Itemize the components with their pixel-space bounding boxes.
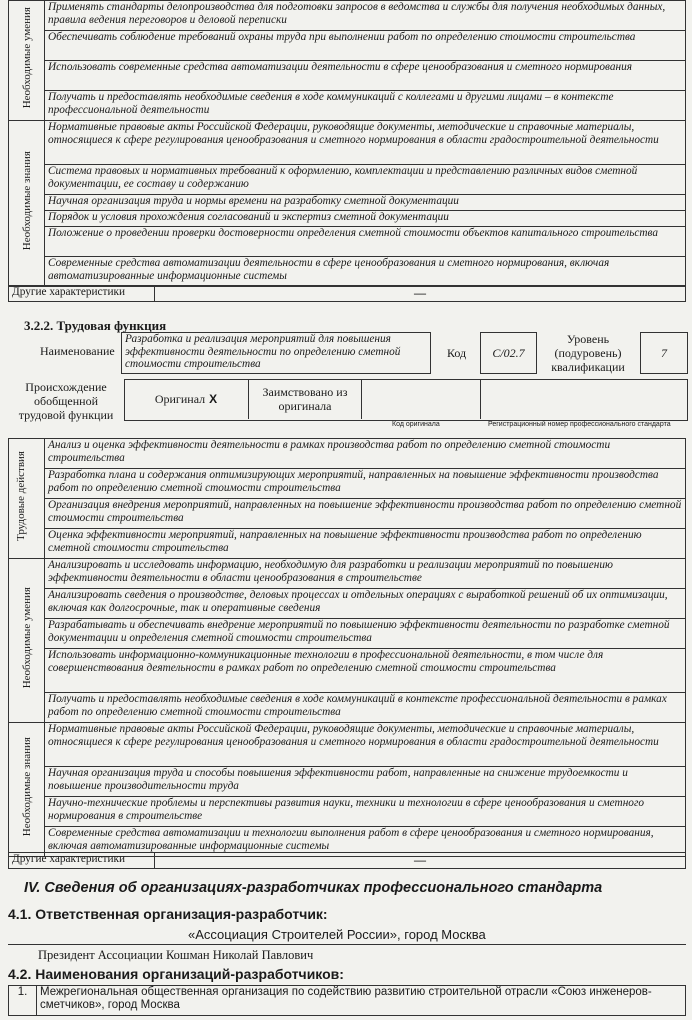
- knowledge-row: Современные средства автоматизации и технологии выполнения работ в сфере ценообразования и сметного нормирования, включая автоматизированные информационные системы: [45, 827, 686, 857]
- skill-row: Использовать информационно-коммуникационные технологии в профессиональной деятельности, в том числе для совершенствования деятельности в рамках работ по определению сметной стоимости строительства: [45, 649, 686, 693]
- knowledge-row: Научная организация труда и нормы времени на разработку сметной документации: [45, 195, 686, 211]
- knowledge-row: Современные средства автоматизации деятельности в сфере ценообразования и сметного нормирования, включая автоматизированные информационные системы: [45, 257, 686, 287]
- function-name-box: Разработка и реализация мероприятий для повышения эффективности деятельности по определению сметной стоимости строительства: [121, 332, 431, 374]
- action-row: Разработка плана и содержания оптимизирующих мероприятий, направленных на повышение эффективности производства работ по определению сметной стоимости строительства: [45, 469, 686, 499]
- bottom-other-row: [8, 852, 686, 869]
- knowledge-group-label: Необходимые знания: [9, 723, 45, 857]
- knowledge-row: Нормативные правовые акты Российской Федерации, руководящие документы, методические и справочные материалы, относящиеся к сфере регулирования ценообразования и сметного нормирования в области градостроительной деятельности: [45, 121, 686, 165]
- original-label: Оригинал: [154, 391, 206, 406]
- other-characteristics-label: Другие характеристики: [9, 286, 155, 302]
- responsible-org-name: «Ассоциация Строителей России», город Москва: [188, 927, 486, 942]
- section-heading: 3.2.2. Трудовая функция: [24, 318, 167, 333]
- other-characteristics-label: Другие характеристики: [9, 853, 155, 869]
- responsible-org-line: [8, 944, 686, 945]
- code-box: С/02.7: [480, 332, 537, 374]
- level-box: 7: [640, 332, 688, 374]
- section-iv-heading: IV. Сведения об организациях-разработчиках профессионального стандарта: [24, 880, 603, 896]
- original-cell: [124, 379, 249, 419]
- origin-label: Происхождение обобщенной трудовой функции: [18, 380, 114, 422]
- knowledge-row: Научная организация труда и способы повышения эффективности работ, направленные на снижение трудоемкости и повышение производительности труда: [45, 767, 686, 797]
- knowledge-row: Положение о проведении проверки достоверности определения сметной стоимости объектов капитального строительства: [45, 227, 686, 257]
- name-label: Наименование: [40, 344, 115, 358]
- action-row: Оценка эффективности мероприятий, направленных на повышение эффективности производства работ по определению сметной стоимости строительства: [45, 529, 686, 559]
- other-characteristics-value: —: [155, 853, 686, 869]
- borrowed-label: Заимствовано из оригинала: [262, 385, 348, 413]
- skill-row: Получать и предоставлять необходимые сведения в ходе коммуникаций с коллегами и другими лицами – в контексте профессиональной деятельности: [45, 91, 686, 121]
- skill-row: Применять стандарты делопроизводства для подготовки запросов в ведомства и службы для получения необходимых данных, правила ведения переговоров и деловой переписки: [45, 1, 686, 31]
- original-mark: X: [209, 392, 218, 406]
- other-characteristics-value: —: [155, 286, 686, 302]
- borrowed-cell: [249, 379, 362, 419]
- top-requirements-table: [8, 0, 686, 287]
- org-name: Межрегиональная общественная организация по содействию развитию строительной отрасли «Союз инженеров-сметчиков», город Москва: [37, 986, 686, 1016]
- skills-group-label: Необходимые умения: [9, 1, 45, 121]
- knowledge-row: Научно-технические проблемы и перспективы развития науки, техники и технологии в сфере ценообразования и сметного нормирования в строительстве: [45, 797, 686, 827]
- code-label: Код: [447, 346, 467, 360]
- level-label: Уровень (подуровень) квалификации: [551, 332, 625, 374]
- knowledge-row: Система правовых и нормативных требований к оформлению, комплектации и представлению различных видов сметной документации, ее составу и содержанию: [45, 165, 686, 195]
- president-line: Президент Ассоциации Кошман Николай Павлович: [38, 948, 314, 962]
- action-row: Организация внедрения мероприятий, направленных на повышение эффективности производства работ по определению сметной стоимости строительства: [45, 499, 686, 529]
- skill-row: Получать и предоставлять необходимые сведения в ходе коммуникаций в контексте профессиональной деятельности в рамках работ по определению сметной стоимости строительства: [45, 693, 686, 723]
- knowledge-group-label: Необходимые знания: [9, 121, 45, 287]
- skill-row: Использовать современные средства автоматизации деятельности в сфере ценообразования и сметного нормирования: [45, 61, 686, 91]
- skill-row: Обеспечивать соблюдение требований охраны труда при выполнении работ по определению стоимости строительства: [45, 31, 686, 61]
- code-original-cell: [362, 379, 481, 419]
- org-number: 1.: [9, 986, 37, 1016]
- developer-orgs-heading: 4.2. Наименования организаций-разработчиков:: [8, 966, 344, 982]
- knowledge-row: Порядок и условия прохождения согласований и экспертиз сметной документации: [45, 211, 686, 227]
- function-requirements-table: [8, 438, 686, 857]
- skill-row: Разрабатывать и обеспечивать внедрение мероприятий по повышению эффективности деятельности по разработке сметной документации и определения сметной стоимости строительства: [45, 619, 686, 649]
- responsible-org-heading: 4.1. Ответственная организация-разработчик:: [8, 906, 328, 922]
- top-other-row: [8, 285, 686, 302]
- developer-orgs-table: [8, 985, 686, 1016]
- code-original-caption: Код оригинала: [392, 421, 440, 428]
- action-row: Анализ и оценка эффективности деятельности в рамках производства работ по определению сметной стоимости строительства: [45, 439, 686, 469]
- skill-row: Анализировать и исследовать информацию, необходимую для разработки и реализации мероприятий по повышению эффективности деятельности в области ценообразования в строительстве: [45, 559, 686, 589]
- knowledge-row: Нормативные правовые акты Российской Федерации, руководящие документы, методические и справочные материалы, относящиеся к сфере регулирования ценообразования и сметного нормирования в области градостроительной деятельности: [45, 723, 686, 767]
- skills-group-label: Необходимые умения: [9, 559, 45, 723]
- actions-group-label: Трудовые действия: [9, 439, 45, 559]
- skill-row: Анализировать сведения о производстве, деловых процессах и отдельных операциях с выработкой решений об их оптимизации, включая как долгосрочные, так и оперативные сведения: [45, 589, 686, 619]
- reg-number-caption: Регистрационный номер профессионального стандарта: [488, 421, 671, 428]
